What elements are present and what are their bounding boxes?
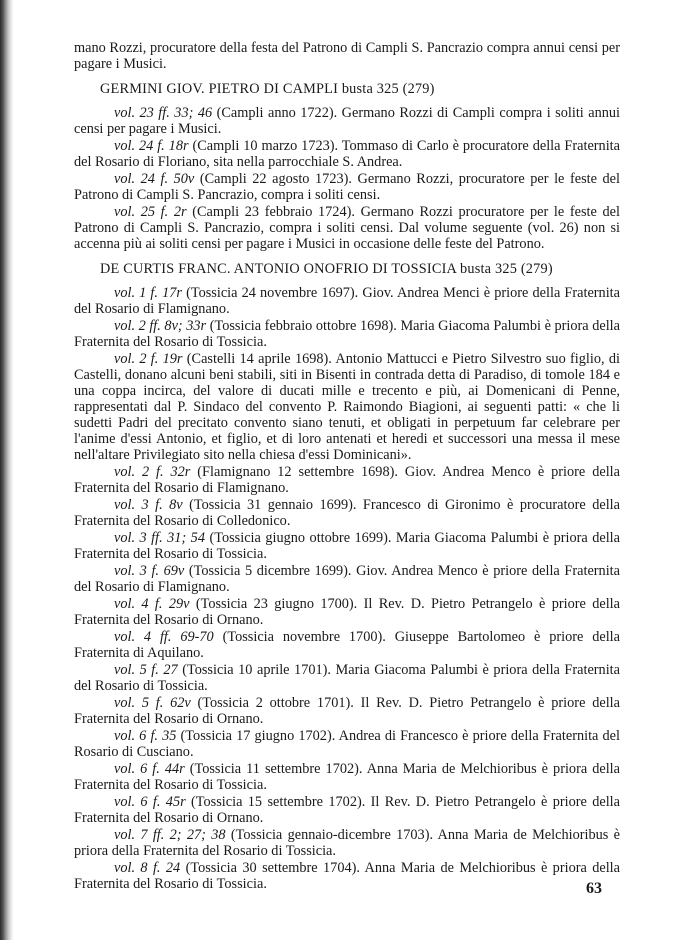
entry-text: (Tossicia 31 gennaio 1699). Francesco di Gironimo è procuratore della Fraternita del Rosario di Colledonico. [74, 497, 620, 529]
entry-text: (Campli 10 marzo 1723). Tommaso di Carlo è procuratore della Fraternita del Rosario di Floriano, sita nella parrocchiale S. Andrea. [74, 138, 620, 170]
entry-paragraph [74, 596, 620, 628]
entry-paragraph [74, 563, 620, 595]
volume-reference: vol. 6 f. 45r [114, 794, 186, 810]
volume-reference: vol. 4 f. 29v [114, 596, 190, 612]
volume-reference: vol. 24 f. 18r [114, 138, 189, 154]
section-de-curtis [74, 285, 620, 892]
entry-text: (Tossicia 24 novembre 1697). Giov. Andrea Menci è priore della Fraternita del Rosario di Flamignano. [74, 285, 620, 317]
entry-paragraph [74, 728, 620, 760]
entry-text: (Tossicia 2 ottobre 1701). Il Rev. D. Pietro Petrangelo è priore della Fraternita del Rosario di Ornano. [74, 695, 620, 727]
entry-paragraph [74, 171, 620, 203]
volume-reference: vol. 2 f. 19r [114, 351, 183, 367]
entry-text: (Flamignano 12 settembre 1698). Giov. Andrea Menco è priore della Fraternita del Rosario di Flamignano. [74, 464, 620, 496]
volume-reference: vol. 2 f. 32r [114, 464, 191, 480]
entry-text: (Campli 23 febbraio 1724). Germano Rozzi procuratore per le feste del Patrono di Campli S. Pancrazio, compra i soliti censi. Dal volume seguente (vol. 26) non si accenna più ai soliti censi per pagare i Musici in occasione delle feste del Patrono. [74, 204, 620, 252]
intro-paragraph: mano Rozzi, procuratore della festa del Patrono di Campli S. Pancrazio compra annui censi per pagare i Musici. [74, 40, 620, 72]
entry-text: (Tossicia 11 settembre 1702). Anna Maria de Melchioribus è priora della Fraternita del Rosario di Tossicia. [74, 761, 620, 793]
volume-reference: vol. 1 f. 17r [114, 285, 182, 301]
entry-paragraph [74, 318, 620, 350]
entry-paragraph [74, 761, 620, 793]
section-heading-de-curtis: DE CURTIS FRANC. ANTONIO ONOFRIO DI TOSSICIA busta 325 (279) [100, 261, 553, 277]
volume-reference: vol. 3 f. 69v [114, 563, 185, 579]
entry-paragraph [74, 860, 620, 892]
entry-text: (Tossicia giugno ottobre 1699). Maria Giacoma Palumbi è priora della Fraternita del Rosario di Tossicia. [74, 530, 620, 562]
scan-binding-shadow [0, 0, 14, 940]
entry-paragraph [74, 530, 620, 562]
section-germini [74, 105, 620, 252]
entry-paragraph [74, 497, 620, 529]
entry-paragraph [74, 138, 620, 170]
volume-reference: vol. 5 f. 27 [114, 662, 178, 678]
volume-reference: vol. 3 f. 8v [114, 497, 183, 513]
entry-paragraph [74, 285, 620, 317]
volume-reference: vol. 5 f. 62v [114, 695, 191, 711]
entry-text: (Tossicia febbraio ottobre 1698). Maria Giacoma Palumbi è priora della Fraternita del Rosario di Tossicia. [74, 318, 620, 350]
entry-paragraph [74, 629, 620, 661]
volume-reference: vol. 6 f. 44r [114, 761, 185, 777]
entry-text: (Tossicia 10 aprile 1701). Maria Giacoma Palumbi è priora della Fraternita del Rosario di Tossicia. [74, 662, 620, 694]
section-heading-germini: GERMINI GIOV. PIETRO DI CAMPLI busta 325 (279) [100, 81, 435, 97]
entry-text: (Tossicia novembre 1700). Giuseppe Bartolomeo è priore della Fraternita di Aquilano. [74, 629, 620, 661]
volume-reference: vol. 6 f. 35 [114, 728, 177, 744]
entry-paragraph [74, 204, 620, 252]
entry-paragraph [74, 105, 620, 137]
volume-reference: vol. 2 ff. 8v; 33r [114, 318, 207, 334]
volume-reference: vol. 7 ff. 2; 27; 38 [114, 827, 226, 843]
page-number: 63 [586, 880, 602, 897]
entry-text: (Tossicia 15 settembre 1702). Il Rev. D. Pietro Petrangelo è priore della Fraternita del Rosario di Ornano. [74, 794, 620, 826]
entry-text: (Tossicia 23 giugno 1700). Il Rev. D. Pietro Petrangelo è priore della Fraternita del Rosario di Ornano. [74, 596, 620, 628]
volume-reference: vol. 25 f. 2r [114, 204, 187, 220]
entry-text: (Campli anno 1722). Germano Rozzi di Campli compra i soliti annui censi per pagare i Musici. [74, 105, 621, 137]
entry-paragraph [74, 695, 620, 727]
entry-text: (Tossicia 30 settembre 1704). Anna Maria de Melchioribus è priora della Fraternita del Rosario di Tossicia. [74, 860, 620, 892]
entry-paragraph [74, 464, 620, 496]
entry-text: (Tossicia gennaio-dicembre 1703). Anna Maria de Melchioribus è priora della Fraternita del Rosario di Tossicia. [74, 827, 620, 859]
volume-reference: vol. 8 f. 24 [114, 860, 181, 876]
volume-reference: vol. 24 f. 50v [114, 171, 195, 187]
entry-text: (Tossicia 17 giugno 1702). Andrea di Francesco è priore della Fraternita del Rosario di Cusciano. [74, 728, 620, 760]
volume-reference: vol. 3 ff. 31; 54 [114, 530, 205, 546]
document-page [74, 40, 620, 893]
entry-text: (Castelli 14 aprile 1698). Antonio Mattucci e Pietro Silvestro suo figlio, di Castelli, donano alcuni beni stabili, siti in Bisenti in contrada detta di Paradiso, di tomole 184 e una coppa incirca, del valore di ducati mille e trecento e più, ai Domenicani di Penne, rappresentati dal P. Sindaco del convento P. Raimondo Biagioni, ai seguenti patti: « che li sudetti Padri del precitato convento siano tenuti, et obligati in perpetuum far celebrare per l'anime d'essi Antonio, et figlio, et di loro antenati et heredi et successori una messa il mese nell'altare Privilegiato sito nella chiesa d'essi Dominicani». [74, 351, 620, 463]
entry-paragraph [74, 662, 620, 694]
entry-paragraph [74, 827, 620, 859]
volume-reference: vol. 4 ff. 69-70 [114, 629, 214, 645]
entry-paragraph [74, 794, 620, 826]
volume-reference: vol. 23 ff. 33; 46 [114, 105, 213, 121]
entry-text: (Campli 22 agosto 1723). Germano Rozzi, procuratore per le feste del Patrono di Campli S. Pancrazio, compra i soliti censi. [74, 171, 620, 203]
entry-paragraph [74, 351, 620, 463]
entry-text: (Tossicia 5 dicembre 1699). Giov. Andrea Menco è priore della Fraternita del Rosario di Flamignano. [74, 563, 620, 595]
